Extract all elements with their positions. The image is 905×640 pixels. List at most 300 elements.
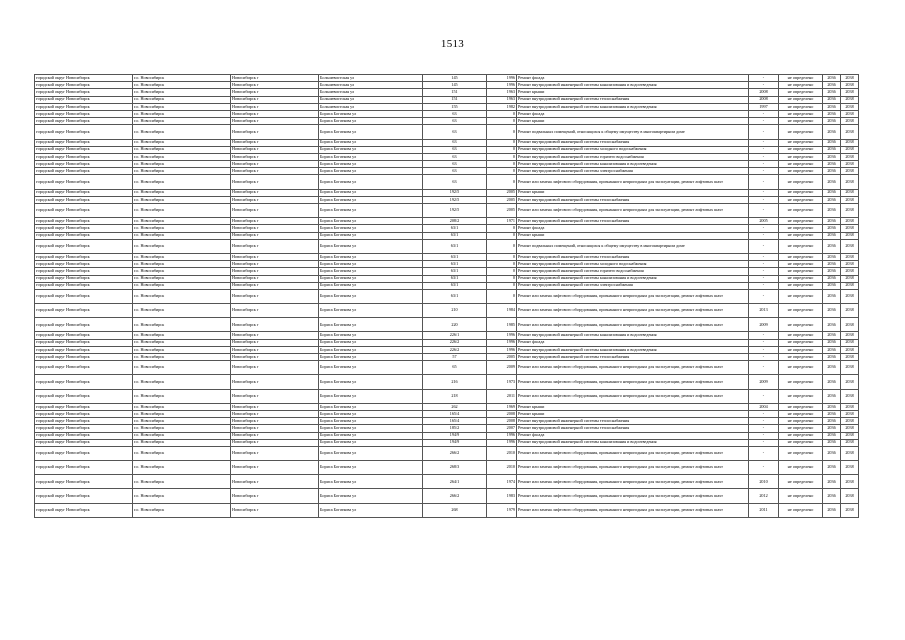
cell-street: Бориса Богаткова ул: [319, 168, 423, 175]
cell-last-repair-year: 2004: [749, 403, 779, 410]
cell-last-repair-year: -: [749, 168, 779, 175]
cell-work-type: Ремонт или замена лифтового оборудования, признанного непригодным для эксплуатации, ремонт лифтовых шахт: [517, 446, 749, 460]
cell-end-year: 2038: [841, 446, 859, 460]
cell-house-number: 151: [423, 89, 487, 96]
cell-end-year: 2038: [841, 196, 859, 203]
cell-work-type: Ремонт внутридомовой инженерной системы горячего водоснабжения: [517, 153, 749, 160]
cell-municipality: городской округ Новосибирск: [35, 354, 133, 361]
cell-start-year: 2036: [823, 139, 841, 146]
cell-build-year: 0: [487, 175, 517, 189]
cell-settlement: Новосибирск г: [231, 439, 319, 446]
cell-house-number: 63/1: [423, 253, 487, 260]
cell-street: Бориса Богаткова ул: [319, 418, 423, 425]
cell-start-year: 2036: [823, 446, 841, 460]
cell-municipality: городской округ Новосибирск: [35, 125, 133, 139]
table-row: [35, 503, 859, 517]
cell-last-repair-year: -: [749, 446, 779, 460]
cell-last-repair-year: -: [749, 225, 779, 232]
cell-work-type: Ремонт внутридомовой инженерной системы горячего водоснабжения: [517, 268, 749, 275]
cell-district: г.о. Новосибирск: [133, 268, 231, 275]
cell-build-year: 1996: [487, 346, 517, 353]
cell-build-year: 1974: [487, 475, 517, 489]
cell-settlement: Новосибирск г: [231, 489, 319, 503]
cell-work-type: Ремонт или замена лифтового оборудования, признанного непригодным для эксплуатации, ремонт лифтовых шахт: [517, 175, 749, 189]
cell-settlement: Новосибирск г: [231, 153, 319, 160]
cell-cost: не определено: [779, 268, 823, 275]
cell-work-type: Ремонт внутридомовой инженерной системы электроснабжения: [517, 168, 749, 175]
cell-house-number: 194/9: [423, 439, 487, 446]
cell-cost: не определено: [779, 389, 823, 403]
cell-district: г.о. Новосибирск: [133, 475, 231, 489]
cell-start-year: 2036: [823, 418, 841, 425]
cell-municipality: городской округ Новосибирск: [35, 75, 133, 82]
cell-house-number: 145: [423, 75, 487, 82]
cell-district: г.о. Новосибирск: [133, 103, 231, 110]
cell-cost: не определено: [779, 168, 823, 175]
table-row: [35, 318, 859, 332]
cell-start-year: 2036: [823, 96, 841, 103]
table-row: [35, 168, 859, 175]
cell-start-year: 2036: [823, 196, 841, 203]
cell-cost: не определено: [779, 346, 823, 353]
cell-build-year: 1969: [487, 403, 517, 410]
cell-start-year: 2036: [823, 261, 841, 268]
cell-district: г.о. Новосибирск: [133, 161, 231, 168]
repair-schedule-table: [34, 74, 859, 518]
cell-end-year: 2038: [841, 304, 859, 318]
cell-end-year: 2038: [841, 204, 859, 218]
cell-house-number: 151: [423, 96, 487, 103]
table-row: [35, 410, 859, 417]
cell-start-year: 2036: [823, 410, 841, 417]
cell-municipality: городской округ Новосибирск: [35, 389, 133, 403]
cell-settlement: Новосибирск г: [231, 332, 319, 339]
cell-settlement: Новосибирск г: [231, 318, 319, 332]
table-row: [35, 196, 859, 203]
table-row: [35, 304, 859, 318]
cell-settlement: Новосибирск г: [231, 446, 319, 460]
table-row: [35, 432, 859, 439]
table-row: [35, 282, 859, 289]
cell-district: г.о. Новосибирск: [133, 339, 231, 346]
cell-build-year: 0: [487, 289, 517, 303]
cell-end-year: 2038: [841, 253, 859, 260]
cell-house-number: 194/9: [423, 432, 487, 439]
cell-work-type: Ремонт внутридомовой инженерной системы канализования и водоотведения: [517, 332, 749, 339]
cell-end-year: 2038: [841, 332, 859, 339]
cell-end-year: 2038: [841, 168, 859, 175]
table-body: [35, 75, 859, 518]
cell-end-year: 2038: [841, 225, 859, 232]
cell-municipality: городской округ Новосибирск: [35, 204, 133, 218]
cell-district: г.о. Новосибирск: [133, 354, 231, 361]
cell-district: г.о. Новосибирск: [133, 218, 231, 225]
cell-settlement: Новосибирск г: [231, 225, 319, 232]
cell-district: г.о. Новосибирск: [133, 318, 231, 332]
cell-municipality: городской округ Новосибирск: [35, 332, 133, 339]
cell-street: Бориса Богаткова ул: [319, 403, 423, 410]
cell-work-type: Ремонт или замена лифтового оборудования, признанного непригодным для эксплуатации, ремонт лифтовых шахт: [517, 389, 749, 403]
cell-street: Большевистская ул: [319, 75, 423, 82]
cell-settlement: Новосибирск г: [231, 289, 319, 303]
cell-municipality: городской округ Новосибирск: [35, 232, 133, 239]
cell-build-year: 1979: [487, 503, 517, 517]
cell-last-repair-year: -: [749, 389, 779, 403]
cell-work-type: Ремонт фасада: [517, 339, 749, 346]
cell-house-number: 192/5: [423, 196, 487, 203]
repair-schedule-table-wrap: [34, 74, 858, 518]
cell-start-year: 2036: [823, 125, 841, 139]
cell-end-year: 2038: [841, 389, 859, 403]
cell-start-year: 2036: [823, 354, 841, 361]
cell-cost: не определено: [779, 146, 823, 153]
cell-last-repair-year: -: [749, 268, 779, 275]
cell-work-type: Ремонт подвальных помещений, относящихся к общему имуществу в многоквартирном доме: [517, 239, 749, 253]
cell-cost: не определено: [779, 318, 823, 332]
cell-house-number: 262: [423, 403, 487, 410]
cell-start-year: 2036: [823, 253, 841, 260]
cell-build-year: 0: [487, 125, 517, 139]
cell-work-type: Ремонт или замена лифтового оборудования, признанного непригодным для эксплуатации, ремонт лифтовых шахт: [517, 361, 749, 375]
cell-street: Бориса Богаткова ул: [319, 218, 423, 225]
cell-street: Бориса Богаткова ул: [319, 232, 423, 239]
cell-street: Бориса Богаткова ул: [319, 110, 423, 117]
cell-build-year: 1971: [487, 218, 517, 225]
cell-municipality: городской округ Новосибирск: [35, 361, 133, 375]
cell-district: г.о. Новосибирск: [133, 239, 231, 253]
cell-build-year: 0: [487, 161, 517, 168]
cell-district: г.о. Новосибирск: [133, 403, 231, 410]
cell-work-type: Ремонт внутридомовой инженерной системы теплоснабжения: [517, 96, 749, 103]
cell-start-year: 2036: [823, 503, 841, 517]
cell-district: г.о. Новосибирск: [133, 418, 231, 425]
cell-last-repair-year: -: [749, 196, 779, 203]
table-row: [35, 332, 859, 339]
table-row: [35, 439, 859, 446]
cell-work-type: Ремонт внутридомовой инженерной системы канализования и водоотведения: [517, 82, 749, 89]
cell-last-repair-year: -: [749, 282, 779, 289]
cell-build-year: 2010: [487, 461, 517, 475]
cell-settlement: Новосибирск г: [231, 82, 319, 89]
cell-cost: не определено: [779, 275, 823, 282]
cell-house-number: 268/3: [423, 461, 487, 475]
cell-cost: не определено: [779, 232, 823, 239]
cell-end-year: 2038: [841, 89, 859, 96]
cell-house-number: 185/2: [423, 425, 487, 432]
cell-settlement: Новосибирск г: [231, 118, 319, 125]
cell-work-type: Ремонт или замена лифтового оборудования, признанного непригодным для эксплуатации, ремонт лифтовых шахт: [517, 461, 749, 475]
cell-end-year: 2038: [841, 361, 859, 375]
cell-cost: не определено: [779, 239, 823, 253]
cell-house-number: 63/1: [423, 275, 487, 282]
cell-cost: не определено: [779, 418, 823, 425]
cell-settlement: Новосибирск г: [231, 475, 319, 489]
cell-start-year: 2036: [823, 175, 841, 189]
cell-district: г.о. Новосибирск: [133, 361, 231, 375]
cell-cost: не определено: [779, 89, 823, 96]
cell-cost: не определено: [779, 161, 823, 168]
cell-build-year: 0: [487, 275, 517, 282]
cell-settlement: Новосибирск г: [231, 146, 319, 153]
cell-municipality: городской округ Новосибирск: [35, 253, 133, 260]
cell-district: г.о. Новосибирск: [133, 168, 231, 175]
cell-street: Бориса Богаткова ул: [319, 425, 423, 432]
cell-work-type: Ремонт или замена лифтового оборудования, признанного непригодным для эксплуатации, ремонт лифтовых шахт: [517, 204, 749, 218]
cell-start-year: 2036: [823, 403, 841, 410]
cell-house-number: 226/2: [423, 346, 487, 353]
cell-street: Бориса Богаткова ул: [319, 346, 423, 353]
cell-last-repair-year: -: [749, 153, 779, 160]
cell-last-repair-year: -: [749, 204, 779, 218]
cell-start-year: 2036: [823, 82, 841, 89]
cell-end-year: 2038: [841, 268, 859, 275]
cell-district: г.о. Новосибирск: [133, 425, 231, 432]
cell-start-year: 2036: [823, 289, 841, 303]
cell-district: г.о. Новосибирск: [133, 96, 231, 103]
cell-municipality: городской округ Новосибирск: [35, 282, 133, 289]
cell-settlement: Новосибирск г: [231, 403, 319, 410]
cell-cost: не определено: [779, 332, 823, 339]
cell-street: Бориса Богаткова ул: [319, 125, 423, 139]
cell-start-year: 2036: [823, 89, 841, 96]
cell-street: Бориса Богаткова ул: [319, 410, 423, 417]
cell-municipality: городской округ Новосибирск: [35, 139, 133, 146]
cell-street: Бориса Богаткова ул: [319, 503, 423, 517]
cell-cost: не определено: [779, 489, 823, 503]
cell-municipality: городской округ Новосибирск: [35, 304, 133, 318]
table-row: [35, 146, 859, 153]
cell-build-year: 0: [487, 239, 517, 253]
cell-street: Бориса Богаткова ул: [319, 282, 423, 289]
cell-build-year: 2009: [487, 361, 517, 375]
cell-cost: не определено: [779, 110, 823, 117]
cell-district: г.о. Новосибирск: [133, 153, 231, 160]
cell-build-year: 2010: [487, 446, 517, 460]
cell-last-repair-year: 2008: [749, 89, 779, 96]
cell-end-year: 2038: [841, 425, 859, 432]
cell-end-year: 2038: [841, 189, 859, 196]
cell-work-type: Ремонт внутридомовой инженерной системы теплоснабжения: [517, 218, 749, 225]
cell-work-type: Ремонт внутридомовой инженерной системы холодного водоснабжения: [517, 146, 749, 153]
cell-start-year: 2036: [823, 475, 841, 489]
cell-last-repair-year: -: [749, 146, 779, 153]
cell-municipality: городской округ Новосибирск: [35, 410, 133, 417]
cell-district: г.о. Новосибирск: [133, 125, 231, 139]
cell-start-year: 2036: [823, 461, 841, 475]
cell-last-repair-year: -: [749, 361, 779, 375]
cell-last-repair-year: 2011: [749, 503, 779, 517]
cell-district: г.о. Новосибирск: [133, 75, 231, 82]
table-row: [35, 118, 859, 125]
cell-build-year: 1983: [487, 489, 517, 503]
cell-street: Бориса Богаткова ул: [319, 189, 423, 196]
cell-street: Бориса Богаткова ул: [319, 318, 423, 332]
cell-work-type: Ремонт внутридомовой инженерной системы электроснабжения: [517, 282, 749, 289]
cell-street: Бориса Богаткова ул: [319, 461, 423, 475]
cell-start-year: 2036: [823, 103, 841, 110]
cell-cost: не определено: [779, 175, 823, 189]
cell-cost: не определено: [779, 410, 823, 417]
cell-build-year: 0: [487, 268, 517, 275]
cell-start-year: 2036: [823, 375, 841, 389]
cell-municipality: городской округ Новосибирск: [35, 225, 133, 232]
cell-district: г.о. Новосибирск: [133, 489, 231, 503]
cell-work-type: Ремонт фасада: [517, 75, 749, 82]
table-row: [35, 339, 859, 346]
cell-house-number: 165/4: [423, 410, 487, 417]
cell-work-type: Ремонт или замена лифтового оборудования, признанного непригодным для эксплуатации, ремонт лифтовых шахт: [517, 318, 749, 332]
cell-build-year: 1996: [487, 439, 517, 446]
cell-end-year: 2038: [841, 403, 859, 410]
cell-settlement: Новосибирск г: [231, 461, 319, 475]
cell-work-type: Ремонт внутридомовой инженерной системы теплоснабжения: [517, 418, 749, 425]
cell-start-year: 2036: [823, 439, 841, 446]
cell-street: Большевистская ул: [319, 103, 423, 110]
table-row: [35, 253, 859, 260]
cell-street: Бориса Богаткова ул: [319, 139, 423, 146]
table-row: [35, 403, 859, 410]
cell-last-repair-year: 2012: [749, 489, 779, 503]
cell-municipality: городской округ Новосибирск: [35, 239, 133, 253]
cell-settlement: Новосибирск г: [231, 361, 319, 375]
cell-build-year: 0: [487, 153, 517, 160]
cell-settlement: Новосибирск г: [231, 410, 319, 417]
cell-work-type: Ремонт внутридомовой инженерной системы канализования и водоотведения: [517, 161, 749, 168]
cell-last-repair-year: -: [749, 239, 779, 253]
table-row: [35, 446, 859, 460]
cell-municipality: городской округ Новосибирск: [35, 110, 133, 117]
cell-municipality: городской округ Новосибирск: [35, 432, 133, 439]
cell-district: г.о. Новосибирск: [133, 82, 231, 89]
cell-cost: не определено: [779, 253, 823, 260]
cell-cost: не определено: [779, 139, 823, 146]
cell-house-number: 63: [423, 175, 487, 189]
cell-end-year: 2038: [841, 118, 859, 125]
cell-cost: не определено: [779, 118, 823, 125]
cell-municipality: городской округ Новосибирск: [35, 289, 133, 303]
cell-last-repair-year: -: [749, 439, 779, 446]
cell-cost: не определено: [779, 204, 823, 218]
cell-start-year: 2036: [823, 275, 841, 282]
cell-street: Бориса Богаткова ул: [319, 175, 423, 189]
table-row: [35, 461, 859, 475]
cell-build-year: 2005: [487, 354, 517, 361]
cell-municipality: городской округ Новосибирск: [35, 418, 133, 425]
cell-municipality: городской округ Новосибирск: [35, 489, 133, 503]
cell-cost: не определено: [779, 82, 823, 89]
cell-start-year: 2036: [823, 204, 841, 218]
table-row: [35, 161, 859, 168]
cell-district: г.о. Новосибирск: [133, 503, 231, 517]
cell-last-repair-year: -: [749, 332, 779, 339]
cell-house-number: 266/2: [423, 489, 487, 503]
cell-cost: не определено: [779, 103, 823, 110]
cell-street: Бориса Богаткова ул: [319, 432, 423, 439]
cell-house-number: 63: [423, 161, 487, 168]
cell-street: Бориса Богаткова ул: [319, 354, 423, 361]
cell-build-year: 1996: [487, 339, 517, 346]
cell-end-year: 2038: [841, 289, 859, 303]
cell-settlement: Новосибирск г: [231, 339, 319, 346]
cell-settlement: Новосибирск г: [231, 275, 319, 282]
cell-cost: не определено: [779, 432, 823, 439]
cell-district: г.о. Новосибирск: [133, 289, 231, 303]
cell-build-year: 2008: [487, 418, 517, 425]
cell-municipality: городской округ Новосибирск: [35, 318, 133, 332]
cell-house-number: 268: [423, 503, 487, 517]
cell-street: Большевистская ул: [319, 89, 423, 96]
cell-work-type: Ремонт фасада: [517, 110, 749, 117]
cell-build-year: 1996: [487, 75, 517, 82]
cell-district: г.о. Новосибирск: [133, 461, 231, 475]
cell-municipality: городской округ Новосибирск: [35, 261, 133, 268]
cell-cost: не определено: [779, 304, 823, 318]
cell-end-year: 2038: [841, 239, 859, 253]
cell-build-year: 1963: [487, 96, 517, 103]
cell-work-type: Ремонт крыши: [517, 89, 749, 96]
cell-cost: не определено: [779, 446, 823, 460]
cell-district: г.о. Новосибирск: [133, 89, 231, 96]
cell-house-number: 63: [423, 168, 487, 175]
cell-street: Бориса Богаткова ул: [319, 439, 423, 446]
cell-cost: не определено: [779, 361, 823, 375]
cell-settlement: Новосибирск г: [231, 232, 319, 239]
cell-settlement: Новосибирск г: [231, 218, 319, 225]
cell-house-number: 155: [423, 103, 487, 110]
cell-cost: не определено: [779, 375, 823, 389]
cell-start-year: 2036: [823, 346, 841, 353]
cell-end-year: 2038: [841, 153, 859, 160]
cell-build-year: 0: [487, 168, 517, 175]
cell-work-type: Ремонт крыши: [517, 410, 749, 417]
cell-start-year: 2036: [823, 75, 841, 82]
cell-last-repair-year: -: [749, 432, 779, 439]
cell-start-year: 2036: [823, 189, 841, 196]
cell-work-type: Ремонт подвальных помещений, относящихся к общему имуществу в многоквартирном доме: [517, 125, 749, 139]
cell-cost: не определено: [779, 189, 823, 196]
cell-start-year: 2036: [823, 110, 841, 117]
table-row: [35, 375, 859, 389]
cell-end-year: 2038: [841, 432, 859, 439]
cell-house-number: 63: [423, 146, 487, 153]
cell-house-number: 165/4: [423, 418, 487, 425]
cell-municipality: городской округ Новосибирск: [35, 161, 133, 168]
cell-street: Бориса Богаткова ул: [319, 339, 423, 346]
cell-street: Бориса Богаткова ул: [319, 118, 423, 125]
cell-end-year: 2038: [841, 161, 859, 168]
cell-street: Бориса Богаткова ул: [319, 161, 423, 168]
cell-start-year: 2036: [823, 304, 841, 318]
cell-build-year: 0: [487, 110, 517, 117]
cell-end-year: 2038: [841, 232, 859, 239]
table-row: [35, 75, 859, 82]
cell-last-repair-year: -: [749, 354, 779, 361]
cell-district: г.о. Новосибирск: [133, 232, 231, 239]
cell-settlement: Новосибирск г: [231, 503, 319, 517]
cell-house-number: 63/1: [423, 282, 487, 289]
cell-district: г.о. Новосибирск: [133, 432, 231, 439]
cell-cost: не определено: [779, 282, 823, 289]
cell-cost: не определено: [779, 75, 823, 82]
cell-street: Бориса Богаткова ул: [319, 304, 423, 318]
cell-house-number: 63: [423, 110, 487, 117]
cell-street: Бориса Богаткова ул: [319, 225, 423, 232]
cell-start-year: 2036: [823, 161, 841, 168]
cell-work-type: Ремонт внутридомовой инженерной системы канализования и водоотведения: [517, 439, 749, 446]
cell-municipality: городской округ Новосибирск: [35, 82, 133, 89]
cell-house-number: 192/5: [423, 204, 487, 218]
cell-settlement: Новосибирск г: [231, 253, 319, 260]
